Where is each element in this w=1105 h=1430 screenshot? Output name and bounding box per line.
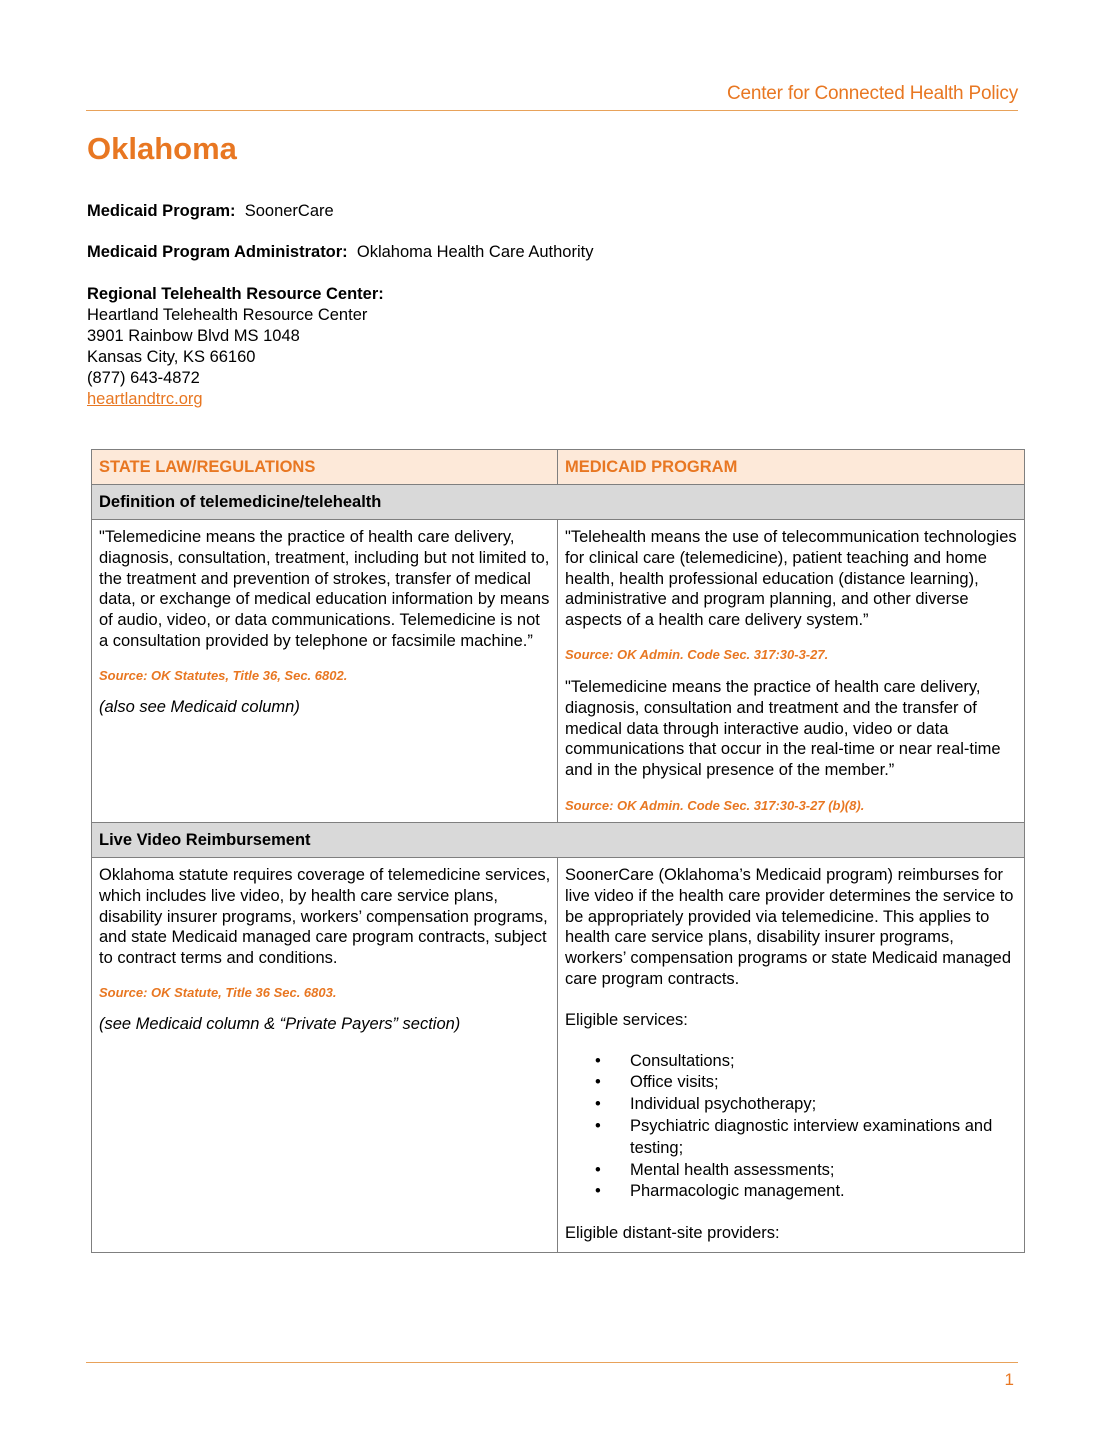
cross-reference-note: (also see Medicaid column)	[99, 697, 300, 716]
list-item-text: Mental health assessments;	[630, 1160, 835, 1179]
source-citation: Source: OK Admin. Code Sec. 317:30-3-27.	[565, 646, 829, 662]
state-definition-text: "Telemedicine means the practice of health care delivery, diagnosis, consultation, treatment, including but not limited to, the treatment and prevention of strokes, transfer of medical data, or exchange of medical education information by means of audio, video, or data communications. Telemedicine is not a consultation provided by telephone or facsimile machine.”	[99, 528, 550, 650]
eligible-services-label: Eligible services:	[565, 1010, 688, 1029]
rtrc-label: Regional Telehealth Resource Center:	[87, 285, 384, 303]
medicaid-cell	[558, 520, 1025, 823]
rtrc-name: Heartland Telehealth Resource Center	[87, 306, 368, 324]
page-title: Oklahoma	[87, 131, 237, 166]
rtrc-block	[87, 284, 384, 410]
list-item-text: Office visits;	[630, 1073, 719, 1092]
state-law-cell	[92, 857, 558, 1252]
list-item	[565, 1094, 1018, 1116]
bullet-icon: •	[595, 1095, 601, 1114]
list-item	[565, 1116, 1018, 1160]
source-citation: Source: OK Statute, Title 36 Sec. 6803.	[99, 984, 337, 1000]
list-item	[565, 1181, 1018, 1203]
section-title-definition: Definition of telemedicine/telehealth	[92, 485, 1025, 520]
bullet-icon: •	[595, 1160, 601, 1179]
bullet-icon: •	[595, 1116, 601, 1135]
medicaid-live-video-text: SoonerCare (Oklahoma’s Medicaid program) reimburses for live video if the health care provider determines the service to be appropriately provided via telemedicine. This applies to health care service plans, disability insurer programs, workers’ compensation programs or state Medicaid managed care program contracts.	[565, 865, 1014, 988]
header-org-name: Center for Connected Health Policy	[726, 83, 1018, 104]
table-header-row	[92, 450, 1025, 485]
program-administrator-label: Medicaid Program Administrator:	[87, 243, 348, 261]
telemedicine-definition-text: "Telemedicine means the practice of health care delivery, diagnosis, consultation and treatment and the transfer of medical data through interactive audio, video or data communications that occur in the real-time or near real-time and in the physical presence of the member.”	[565, 677, 1001, 780]
rtrc-address-line1: 3901 Rainbow Blvd MS 1048	[87, 327, 300, 345]
eligible-services-list	[565, 1051, 1018, 1204]
telehealth-definition-text: "Telehealth means the use of telecommunication technologies for clinical care (telemedicine), patient teaching and home health, health professional education (distance learning), administrative and program planning, and other diverse aspects of a health care delivery system.”	[565, 528, 1017, 630]
rtrc-website-link[interactable]: heartlandtrc.org	[87, 390, 203, 408]
cross-reference-note: (see Medicaid column & “Private Payers” section)	[99, 1014, 461, 1033]
medicaid-program-label: Medicaid Program:	[87, 202, 236, 220]
header-divider	[86, 110, 1018, 111]
rtrc-address-line2: Kansas City, KS 66160	[87, 348, 256, 366]
page-number: 1	[1004, 1370, 1014, 1389]
state-live-video-text: Oklahoma statute requires coverage of telemedicine services, which includes live video, by health care service plans, disability insurer programs, workers’ compensation programs, and state Medicaid managed care program contracts, subject to contract terms and conditions.	[99, 865, 551, 968]
section-row	[92, 822, 1025, 857]
section-title-live-video: Live Video Reimbursement	[92, 822, 1025, 857]
list-item	[565, 1051, 1018, 1073]
state-law-cell	[92, 520, 558, 823]
list-item-text: Psychiatric diagnostic interview examinations and testing;	[630, 1116, 993, 1157]
program-administrator-line	[87, 242, 593, 263]
table-row	[92, 520, 1025, 823]
list-item-text: Consultations;	[630, 1051, 735, 1070]
section-row	[92, 485, 1025, 520]
footer-divider	[86, 1362, 1018, 1363]
medicaid-cell	[558, 857, 1025, 1252]
rtrc-phone: (877) 643-4872	[87, 369, 200, 387]
bullet-icon: •	[595, 1073, 601, 1092]
source-citation: Source: OK Admin. Code Sec. 317:30-3-27 (b)(8).	[565, 797, 865, 813]
list-item	[565, 1072, 1018, 1094]
eligible-providers-label: Eligible distant-site providers:	[565, 1224, 780, 1243]
medicaid-program-value: SoonerCare	[244, 202, 334, 220]
list-item-text: Pharmacologic management.	[630, 1182, 845, 1201]
policy-table	[91, 449, 1025, 1253]
bullet-icon: •	[595, 1182, 601, 1201]
list-item-text: Individual psychotherapy;	[630, 1095, 817, 1114]
list-item	[565, 1160, 1018, 1182]
source-citation: Source: OK Statutes, Title 36, Sec. 6802.	[99, 667, 348, 683]
column-header-state-law: STATE LAW/REGULATIONS	[92, 450, 558, 485]
medicaid-program-line	[87, 201, 334, 222]
column-header-medicaid: MEDICAID PROGRAM	[558, 450, 1025, 485]
bullet-icon: •	[595, 1051, 601, 1070]
program-administrator-value: Oklahoma Health Care Authority	[356, 243, 594, 261]
table-row	[92, 857, 1025, 1252]
